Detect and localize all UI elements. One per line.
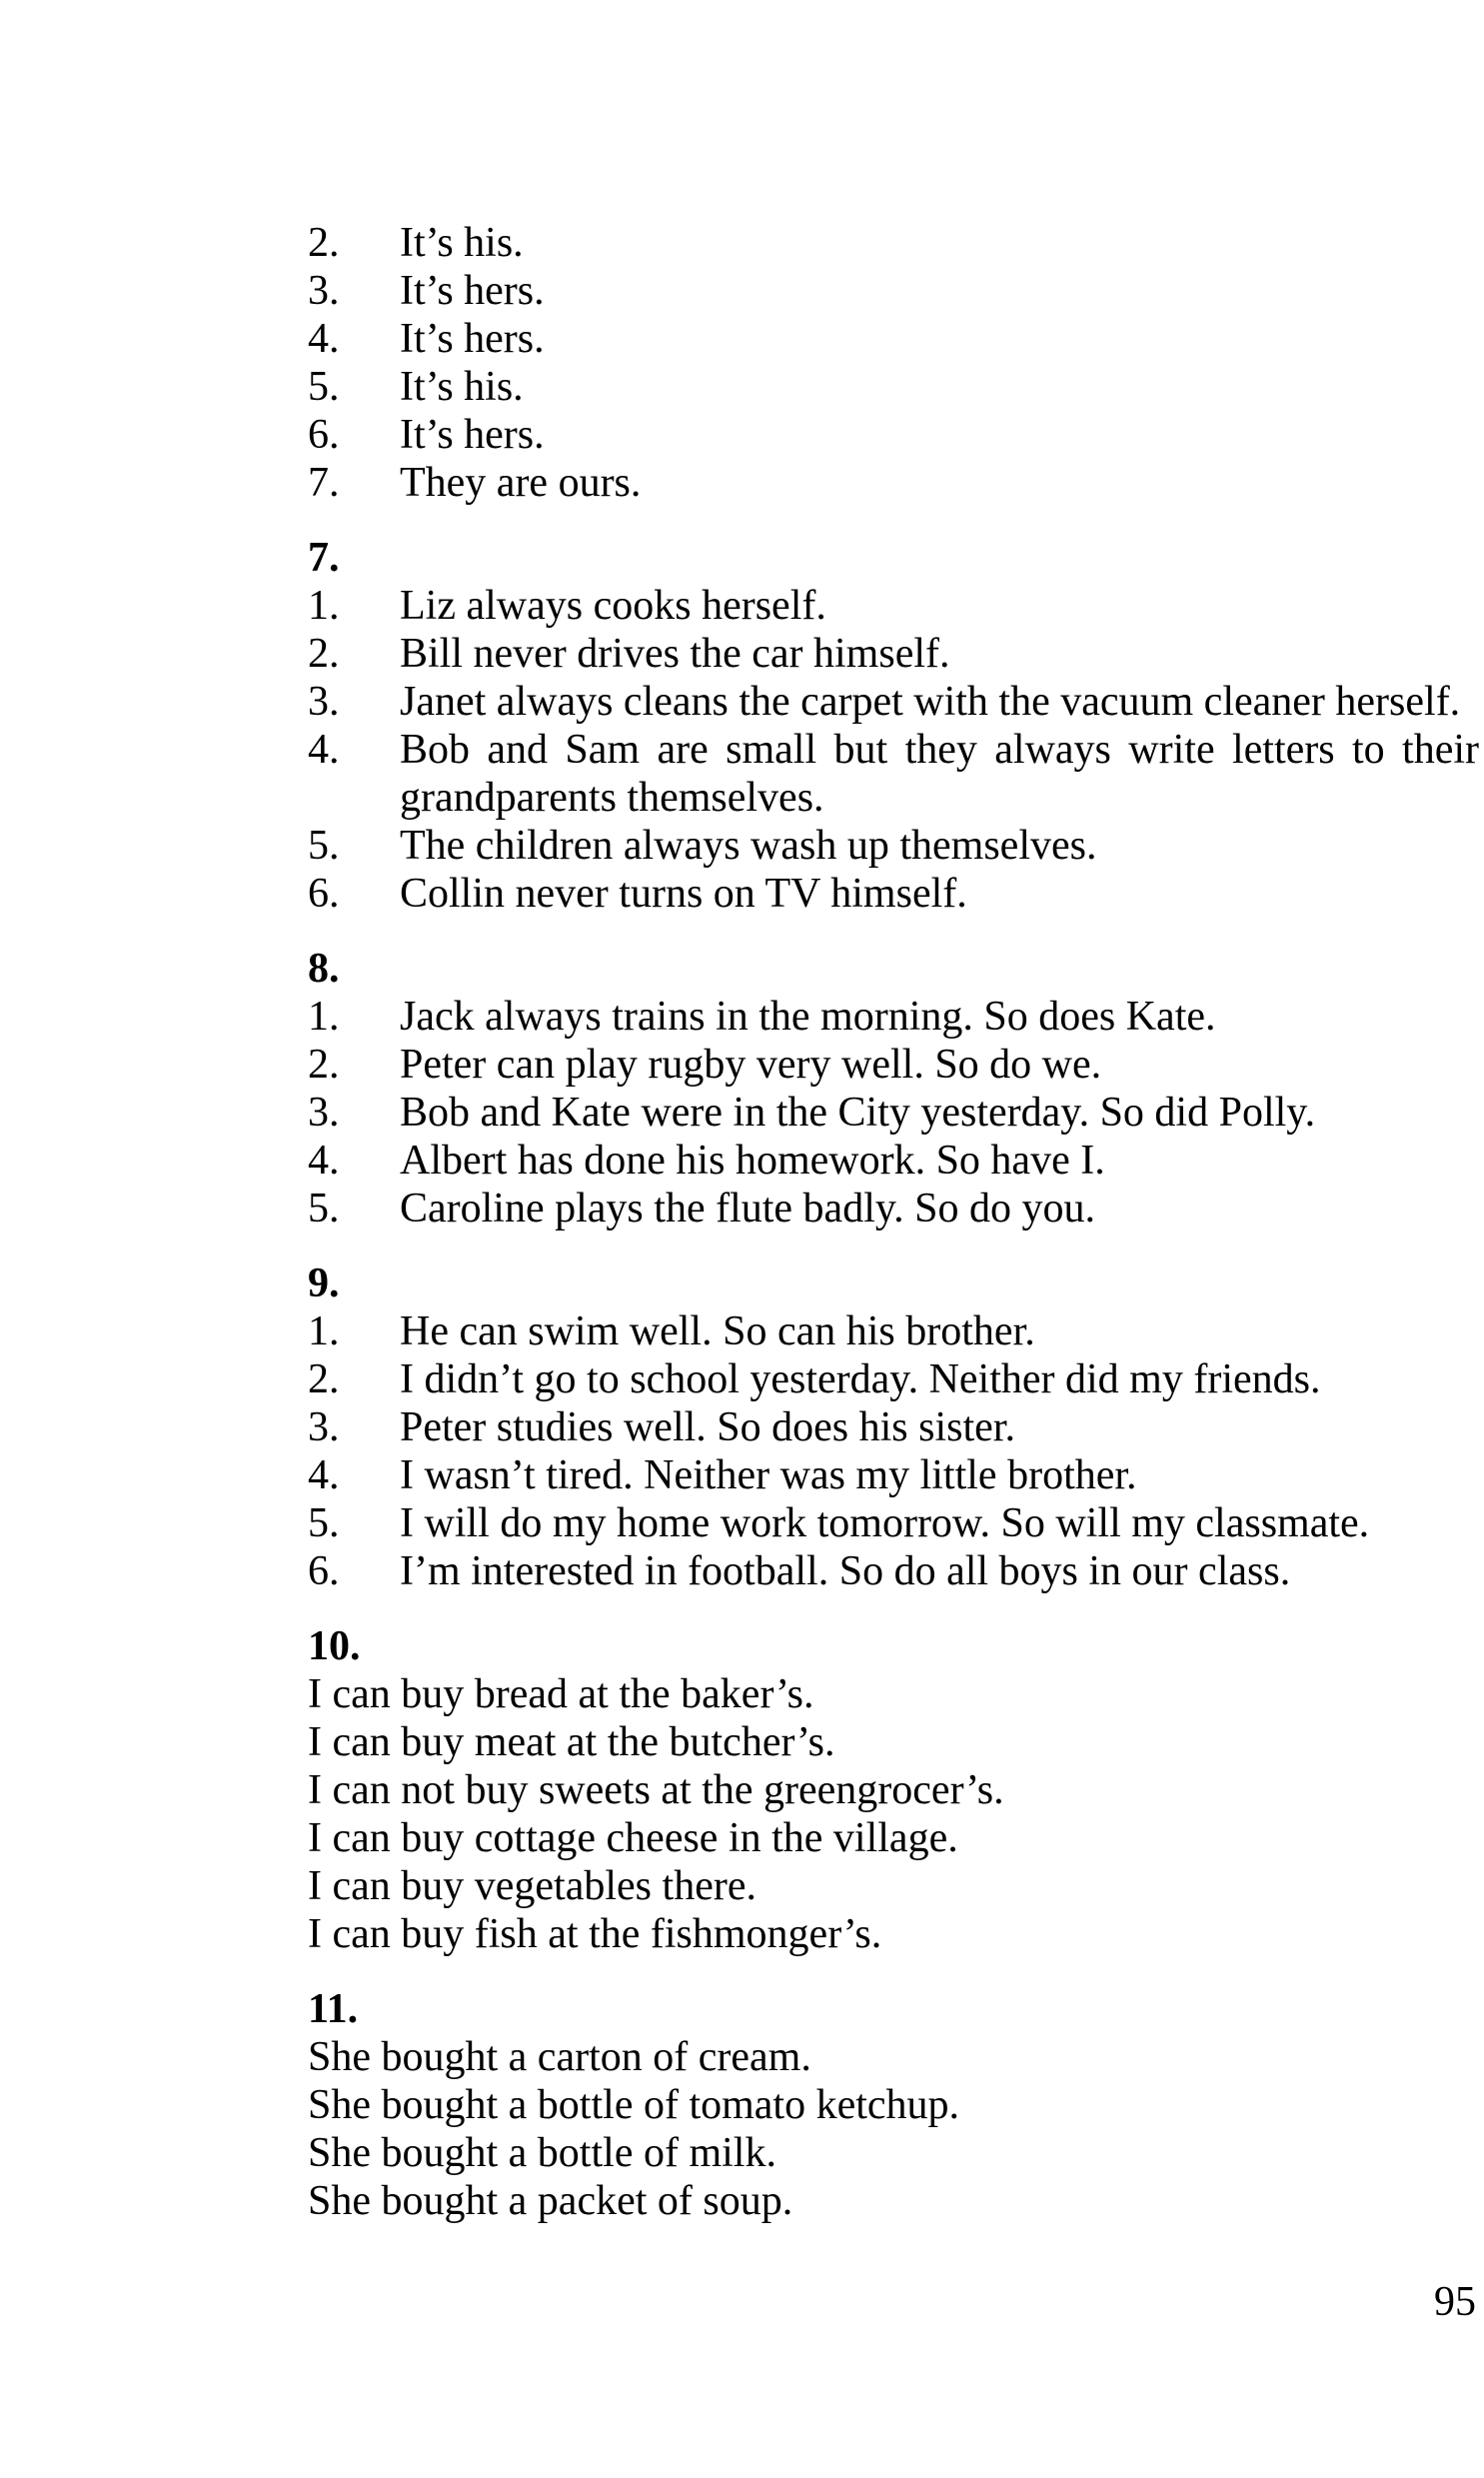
text-line: I can buy meat at the butcher’s. (308, 1719, 835, 1765)
answer-section (308, 1985, 1479, 2225)
list-item (308, 1089, 1479, 1137)
text-line: I can buy bread at the baker’s. (308, 1671, 814, 1717)
list-item-text: It’s hers. (400, 412, 545, 458)
list-item-text: Liz always cooks herself. (400, 583, 826, 629)
list-item-text: Peter studies well. So does his sister. (400, 1404, 1015, 1450)
text-line: I can buy vegetables there. (308, 1863, 756, 1909)
answer-section (308, 219, 1479, 507)
text-line: I can not buy sweets at the greengrocer’s. (308, 1767, 1004, 1813)
list-item-text: Collin never turns on TV himself. (400, 871, 967, 917)
list-item-text: He can swim well. So can his brother. (400, 1308, 1035, 1354)
list-item-text: The children always wash up themselves. (400, 823, 1097, 869)
text-line: I can buy cottage cheese in the village. (308, 1815, 958, 1861)
list-item-text: I will do my home work tomorrow. So will my classmate. (400, 1500, 1370, 1546)
list-item (308, 459, 1479, 507)
answer-section (308, 1622, 1479, 1958)
list-item-number: 4. (308, 727, 340, 773)
list-item-number: 1. (308, 994, 340, 1040)
list-item-text: Bob and Kate were in the City yesterday. So did Polly. (400, 1090, 1316, 1136)
answer-section (308, 1259, 1479, 1595)
list-item-text: Janet always cleans the carpet with the vacuum cleaner herself. (400, 679, 1461, 725)
list-item-number: 2. (308, 220, 340, 266)
list-item-text: I’m interested in football. So do all boys in our class. (400, 1548, 1291, 1594)
list-item (308, 870, 1479, 918)
document-content (308, 219, 1479, 2225)
list-item (308, 1499, 1479, 1547)
list-item-text: I wasn’t tired. Neither was my little brother. (400, 1452, 1137, 1498)
list-item-text: Bob and Sam are small but they always write letters to their grandparents themselves. (400, 727, 1479, 821)
list-item-text: It’s his. (400, 220, 524, 266)
list-item (308, 219, 1479, 267)
list-item-text: Bill never drives the car himself. (400, 631, 950, 677)
list-item-text: They are ours. (400, 460, 642, 506)
list-item-number: 5. (308, 1500, 340, 1546)
list-item-number: 2. (308, 1042, 340, 1088)
list-item-text: It’s his. (400, 364, 524, 410)
section-number-heading: 11. (308, 1986, 359, 2032)
list-item-number: 5. (308, 823, 340, 869)
list-item-text: Jack always trains in the morning. So does Kate. (400, 994, 1216, 1040)
list-item-text: It’s hers. (400, 316, 545, 362)
text-line: She bought a packet of soup. (308, 2178, 793, 2224)
list-item-number: 2. (308, 1356, 340, 1402)
text-line: I can buy fish at the fishmonger’s. (308, 1911, 882, 1957)
list-item-number: 6. (308, 1548, 340, 1594)
list-item (308, 363, 1479, 411)
list-item (308, 1185, 1479, 1233)
list-item-number: 6. (308, 412, 340, 458)
section-number-heading: 9. (308, 1260, 340, 1306)
text-line: She bought a bottle of tomato ketchup. (308, 2082, 960, 2128)
list-item-number: 3. (308, 679, 340, 725)
list-item (308, 1041, 1479, 1089)
list-item (308, 1137, 1479, 1185)
page-number: 95 (1434, 2279, 1476, 2325)
answer-section (308, 534, 1479, 918)
list-item-number: 3. (308, 1090, 340, 1136)
list-item (308, 822, 1479, 870)
section-number-heading: 10. (308, 1623, 361, 1669)
list-item-text: Caroline plays the flute badly. So do you. (400, 1186, 1095, 1232)
list-item (308, 582, 1479, 630)
list-item-number: 4. (308, 1138, 340, 1184)
list-item-number: 4. (308, 316, 340, 362)
list-item (308, 1307, 1479, 1355)
list-item-number: 1. (308, 1308, 340, 1354)
section-number-heading: 7. (308, 535, 340, 581)
section-number-heading: 8. (308, 946, 340, 992)
list-item (308, 993, 1479, 1041)
list-item (308, 1355, 1479, 1403)
list-item-number: 6. (308, 871, 340, 917)
answer-section (308, 945, 1479, 1233)
list-item (308, 678, 1479, 726)
list-item-text: Peter can play rugby very well. So do we. (400, 1042, 1102, 1088)
list-item-number: 4. (308, 1452, 340, 1498)
list-item (308, 315, 1479, 363)
list-item-number: 3. (308, 268, 340, 314)
text-line: She bought a bottle of milk. (308, 2130, 776, 2176)
list-item-number: 3. (308, 1404, 340, 1450)
list-item-number: 5. (308, 1186, 340, 1232)
list-item-text: It’s hers. (400, 268, 545, 314)
list-item-number: 7. (308, 460, 340, 506)
list-item-number: 5. (308, 364, 340, 410)
text-line: She bought a carton of cream. (308, 2034, 811, 2080)
list-item (308, 1403, 1479, 1451)
list-item-text: I didn’t go to school yesterday. Neither did my friends. (400, 1356, 1321, 1402)
list-item (308, 267, 1479, 315)
list-item (308, 1547, 1479, 1595)
list-item-number: 1. (308, 583, 340, 629)
list-item (308, 630, 1479, 678)
list-item-number: 2. (308, 631, 340, 677)
list-item-text: Albert has done his homework. So have I. (400, 1138, 1105, 1184)
list-item (308, 726, 1479, 822)
list-item (308, 411, 1479, 459)
list-item (308, 1451, 1479, 1499)
